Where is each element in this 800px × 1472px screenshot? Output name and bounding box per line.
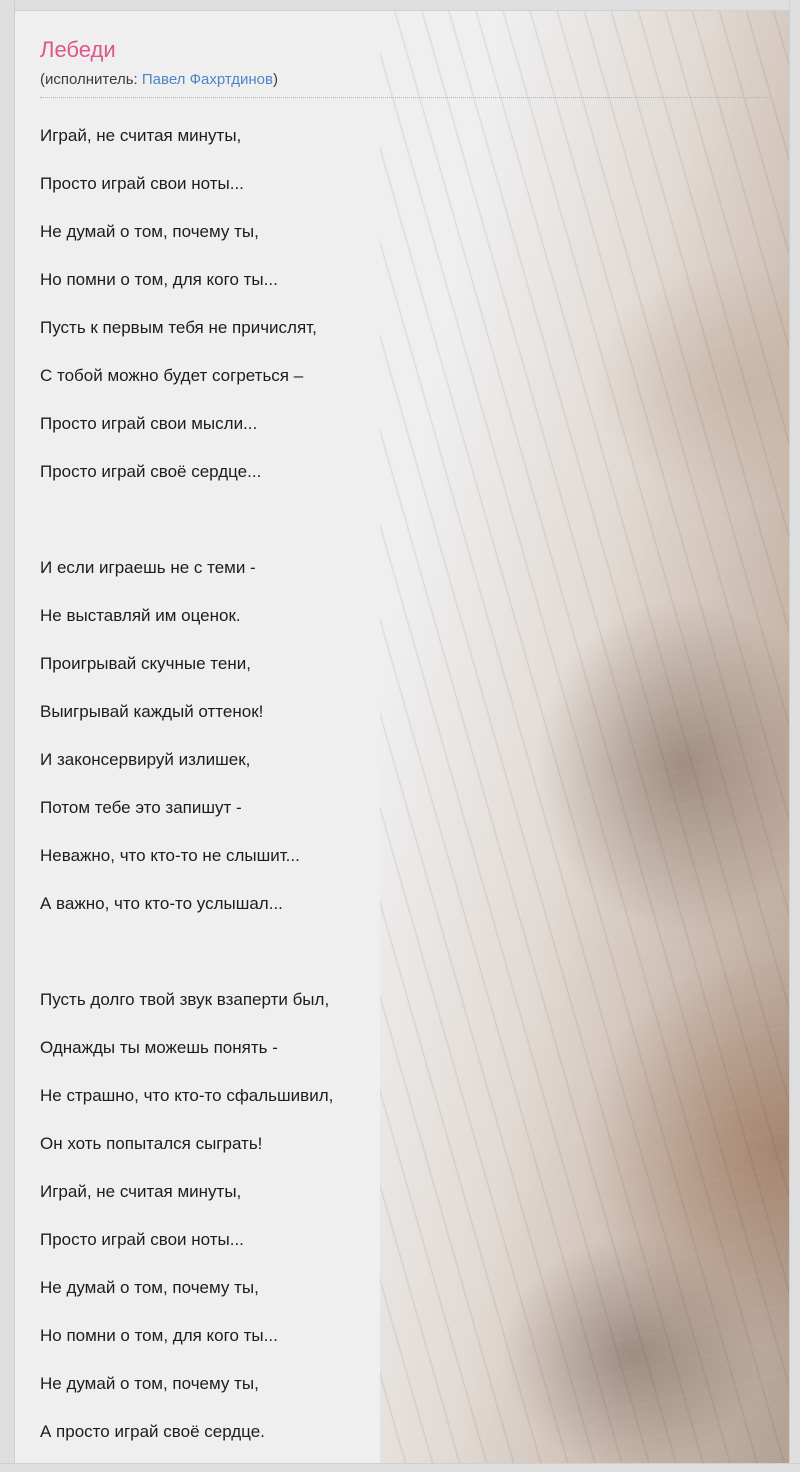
performer-suffix-label: ) [272,71,278,89]
song-content [15,10,790,1464]
lyric-line: Пусть долго твой звук взаперти был, [40,990,330,1010]
lyric-line: Неважно, что кто-то не слышит... [40,846,300,866]
lyric-line: Не страшно, что кто-то сфальшивил, [40,1086,334,1106]
lyric-line: Просто играй своё сердце... [40,462,262,482]
lyric-line: А просто играй своё сердце. [40,1422,265,1442]
page-frame-right [789,0,800,1472]
lyric-line: Но помни о том, для кого ты... [40,270,278,290]
lyric-line: Но помни о том, для кого ты... [40,1326,278,1346]
lyric-line: Не думай о том, почему ты, [40,1374,259,1394]
lyrics-body [15,98,790,1456]
lyric-line-blank [40,496,790,544]
lyric-line-blank [40,928,790,976]
lyric-line: Просто играй свои ноты... [40,174,244,194]
lyric-line: Потом тебе это запишут - [40,798,242,818]
lyric-line: Играй, не считая минуты, [40,126,242,146]
lyric-line: Играй, не считая минуты, [40,1182,242,1202]
page-frame-bottom [0,1463,800,1472]
lyric-line: Просто играй свои мысли... [40,414,258,434]
lyric-line: Пусть к первым тебя не причислят, [40,318,317,338]
lyric-line: А важно, что кто-то услышал... [40,894,283,914]
lyric-line: Выигрывай каждый оттенок! [40,702,264,722]
lyric-line: Проигрывай скучные тени, [40,654,251,674]
page-title: Лебеди [40,37,116,62]
lyric-line: Не выставляй им оценок. [40,606,241,626]
performer-prefix-label: (исполнитель: [40,71,138,89]
lyric-line: С тобой можно будет согреться – [40,366,304,386]
performer-link[interactable]: Павел Фахртдинов [141,71,273,89]
lyric-line: Не думай о том, почему ты, [40,1278,259,1298]
page-frame-left [0,0,15,1472]
lyric-line: Просто играй свои ноты... [40,1230,244,1250]
lyric-line: Не думай о том, почему ты, [40,222,259,242]
lyric-line: Однажды ты можешь понять - [40,1038,278,1058]
performer-line [40,71,770,98]
lyric-line: И законсервируй излишек, [40,750,251,770]
lyric-line: И если играешь не с теми - [40,558,256,578]
lyric-line: Он хоть попытался сыграть! [40,1134,263,1154]
